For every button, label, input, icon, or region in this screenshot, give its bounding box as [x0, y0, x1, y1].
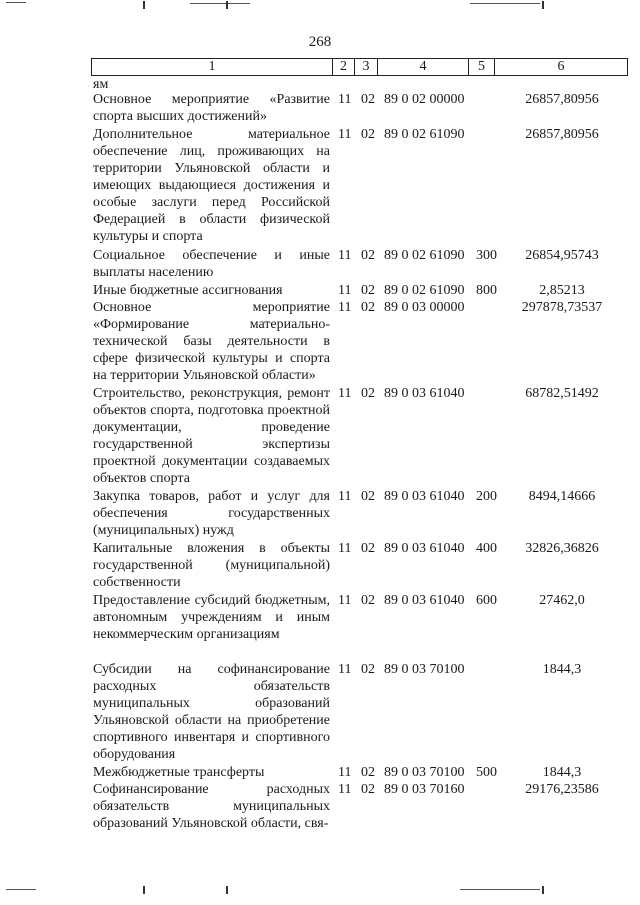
row-expense-type: 300 — [476, 248, 497, 263]
row-subsection-code: 02 — [361, 92, 375, 107]
scan-mark — [143, 1, 145, 9]
row-subsection-code: 02 — [361, 593, 375, 608]
row-label: Социальное обеспечение и иные выплаты населению — [93, 248, 330, 280]
row-amount: 26857,80956 — [525, 127, 599, 142]
row-amount: 8494,14666 — [528, 489, 596, 504]
row-subsection-code: 02 — [361, 782, 375, 797]
table-row — [0, 91, 640, 126]
row-target-code: 89 0 03 00000 — [384, 300, 465, 315]
row-target-code: 89 0 03 61040 — [384, 489, 465, 504]
row-section-code: 11 — [338, 489, 352, 504]
row-expense-type: 200 — [476, 489, 497, 504]
column-header-3: 3 — [355, 59, 378, 76]
row-subsection-code: 02 — [361, 248, 375, 263]
scan-mark — [190, 3, 250, 4]
row-section-code: 11 — [338, 127, 352, 142]
row-label: Иные бюджетные ассигнования — [93, 283, 283, 298]
row-subsection-code: 02 — [361, 765, 375, 780]
row-subsection-code: 02 — [361, 283, 375, 298]
row-amount: 29176,23586 — [525, 782, 599, 797]
table-row — [0, 661, 640, 764]
row-label: Строительство, реконструкция, ремонт объектов спорта, подготовка проектной документации, проведение государственной экспертизы проектной документации создаваемых объектов спорта — [93, 386, 330, 486]
row-section-code: 11 — [338, 386, 352, 401]
table-row — [0, 78, 640, 91]
row-subsection-code: 02 — [361, 662, 375, 677]
row-subsection-code: 02 — [361, 300, 375, 315]
table-row — [0, 781, 640, 833]
scan-mark — [143, 886, 145, 894]
row-amount: 1844,3 — [542, 662, 582, 677]
scan-artifact-bottom — [0, 885, 640, 895]
row-target-code: 89 0 02 61090 — [384, 127, 465, 142]
row-section-code: 11 — [338, 765, 352, 780]
row-section-code: 11 — [338, 593, 352, 608]
page-number: 268 — [308, 34, 332, 50]
row-subsection-code: 02 — [361, 489, 375, 504]
row-target-code: 89 0 02 61090 — [384, 248, 465, 263]
row-section-code: 11 — [338, 300, 352, 315]
row-label: Предоставление субсидий бюджетным, автономным учреждениям и иным некоммерческим организациям — [93, 593, 330, 642]
row-label: Софинансирование расходных обязательств муниципальных образований Ульяновской области, свя- — [93, 782, 330, 831]
row-section-code: 11 — [338, 782, 352, 797]
row-amount: 32826,36826 — [525, 541, 599, 556]
scan-mark — [226, 886, 228, 894]
row-target-code: 89 0 03 70100 — [384, 662, 465, 677]
row-amount: 26857,80956 — [525, 92, 599, 107]
scan-mark — [542, 886, 544, 894]
budget-table-body — [0, 78, 640, 833]
row-label: Субсидии на софинансирование расходных обязательств муниципальных образований Ульяновской области на приобретение спортивного инвентаря и спортивного оборудования — [93, 662, 330, 762]
row-section-code: 11 — [338, 283, 352, 298]
row-amount: 1844,3 — [542, 765, 582, 780]
table-row — [0, 488, 640, 540]
table-row — [0, 282, 640, 299]
row-amount: 297878,73537 — [521, 300, 603, 315]
column-header-table — [91, 58, 628, 76]
scan-mark — [470, 3, 540, 4]
table-row — [0, 247, 640, 282]
row-subsection-code: 02 — [361, 541, 375, 556]
row-section-code: 11 — [338, 92, 352, 107]
row-label: ям — [93, 77, 109, 92]
table-row — [0, 540, 640, 592]
row-amount: 27462,0 — [539, 593, 585, 608]
row-expense-type: 800 — [476, 283, 497, 298]
column-header-1: 1 — [92, 59, 333, 76]
row-expense-type: 500 — [476, 765, 497, 780]
row-target-code: 89 0 03 70100 — [384, 765, 465, 780]
column-header-4: 4 — [378, 59, 469, 76]
table-row — [0, 299, 640, 385]
row-label: Основное мероприятие «Формирование материально-технической базы деятельности в сфере физической культуры и спорта на территории Ульяновской области» — [93, 300, 330, 383]
row-subsection-code: 02 — [361, 127, 375, 142]
row-section-code: 11 — [338, 662, 352, 677]
row-expense-type: 400 — [476, 541, 497, 556]
row-section-code: 11 — [338, 541, 352, 556]
row-amount: 26854,95743 — [525, 248, 599, 263]
row-target-code: 89 0 02 61090 — [384, 283, 465, 298]
table-row — [0, 126, 640, 247]
scan-mark — [226, 1, 228, 9]
scan-mark — [6, 889, 36, 890]
row-label: Капитальные вложения в объекты государственной (муниципальной) собственности — [93, 541, 330, 590]
row-target-code: 89 0 02 00000 — [384, 92, 465, 107]
row-expense-type: 600 — [476, 593, 497, 608]
table-row — [0, 385, 640, 488]
row-amount: 2,85213 — [539, 283, 585, 298]
table-row — [0, 764, 640, 781]
scan-mark — [6, 2, 26, 3]
row-amount: 68782,51492 — [525, 386, 599, 401]
scan-mark — [542, 1, 544, 9]
row-subsection-code: 02 — [361, 386, 375, 401]
row-section-code: 11 — [338, 248, 352, 263]
column-header-6: 6 — [495, 59, 628, 76]
scan-mark — [460, 889, 540, 890]
row-label: Дополнительное материальное обеспечение лиц, проживающих на территории Ульяновской области и имеющих выдающиеся достижения и особые заслуги перед Российской Федерацией в области физической культуры и спорта — [93, 127, 330, 244]
column-header-5: 5 — [469, 59, 495, 76]
row-target-code: 89 0 03 61040 — [384, 593, 465, 608]
row-label: Основное мероприятие «Развитие спорта высших достижений» — [93, 92, 330, 124]
table-row — [0, 592, 640, 661]
row-label: Закупка товаров, работ и услуг для обеспечения государственных (муниципальных) нужд — [93, 489, 330, 538]
row-label: Межбюджетные трансферты — [93, 765, 265, 780]
row-target-code: 89 0 03 61040 — [384, 386, 465, 401]
scan-artifact-top — [0, 0, 640, 10]
column-header-2: 2 — [333, 59, 355, 76]
row-target-code: 89 0 03 61040 — [384, 541, 465, 556]
row-target-code: 89 0 03 70160 — [384, 782, 465, 797]
